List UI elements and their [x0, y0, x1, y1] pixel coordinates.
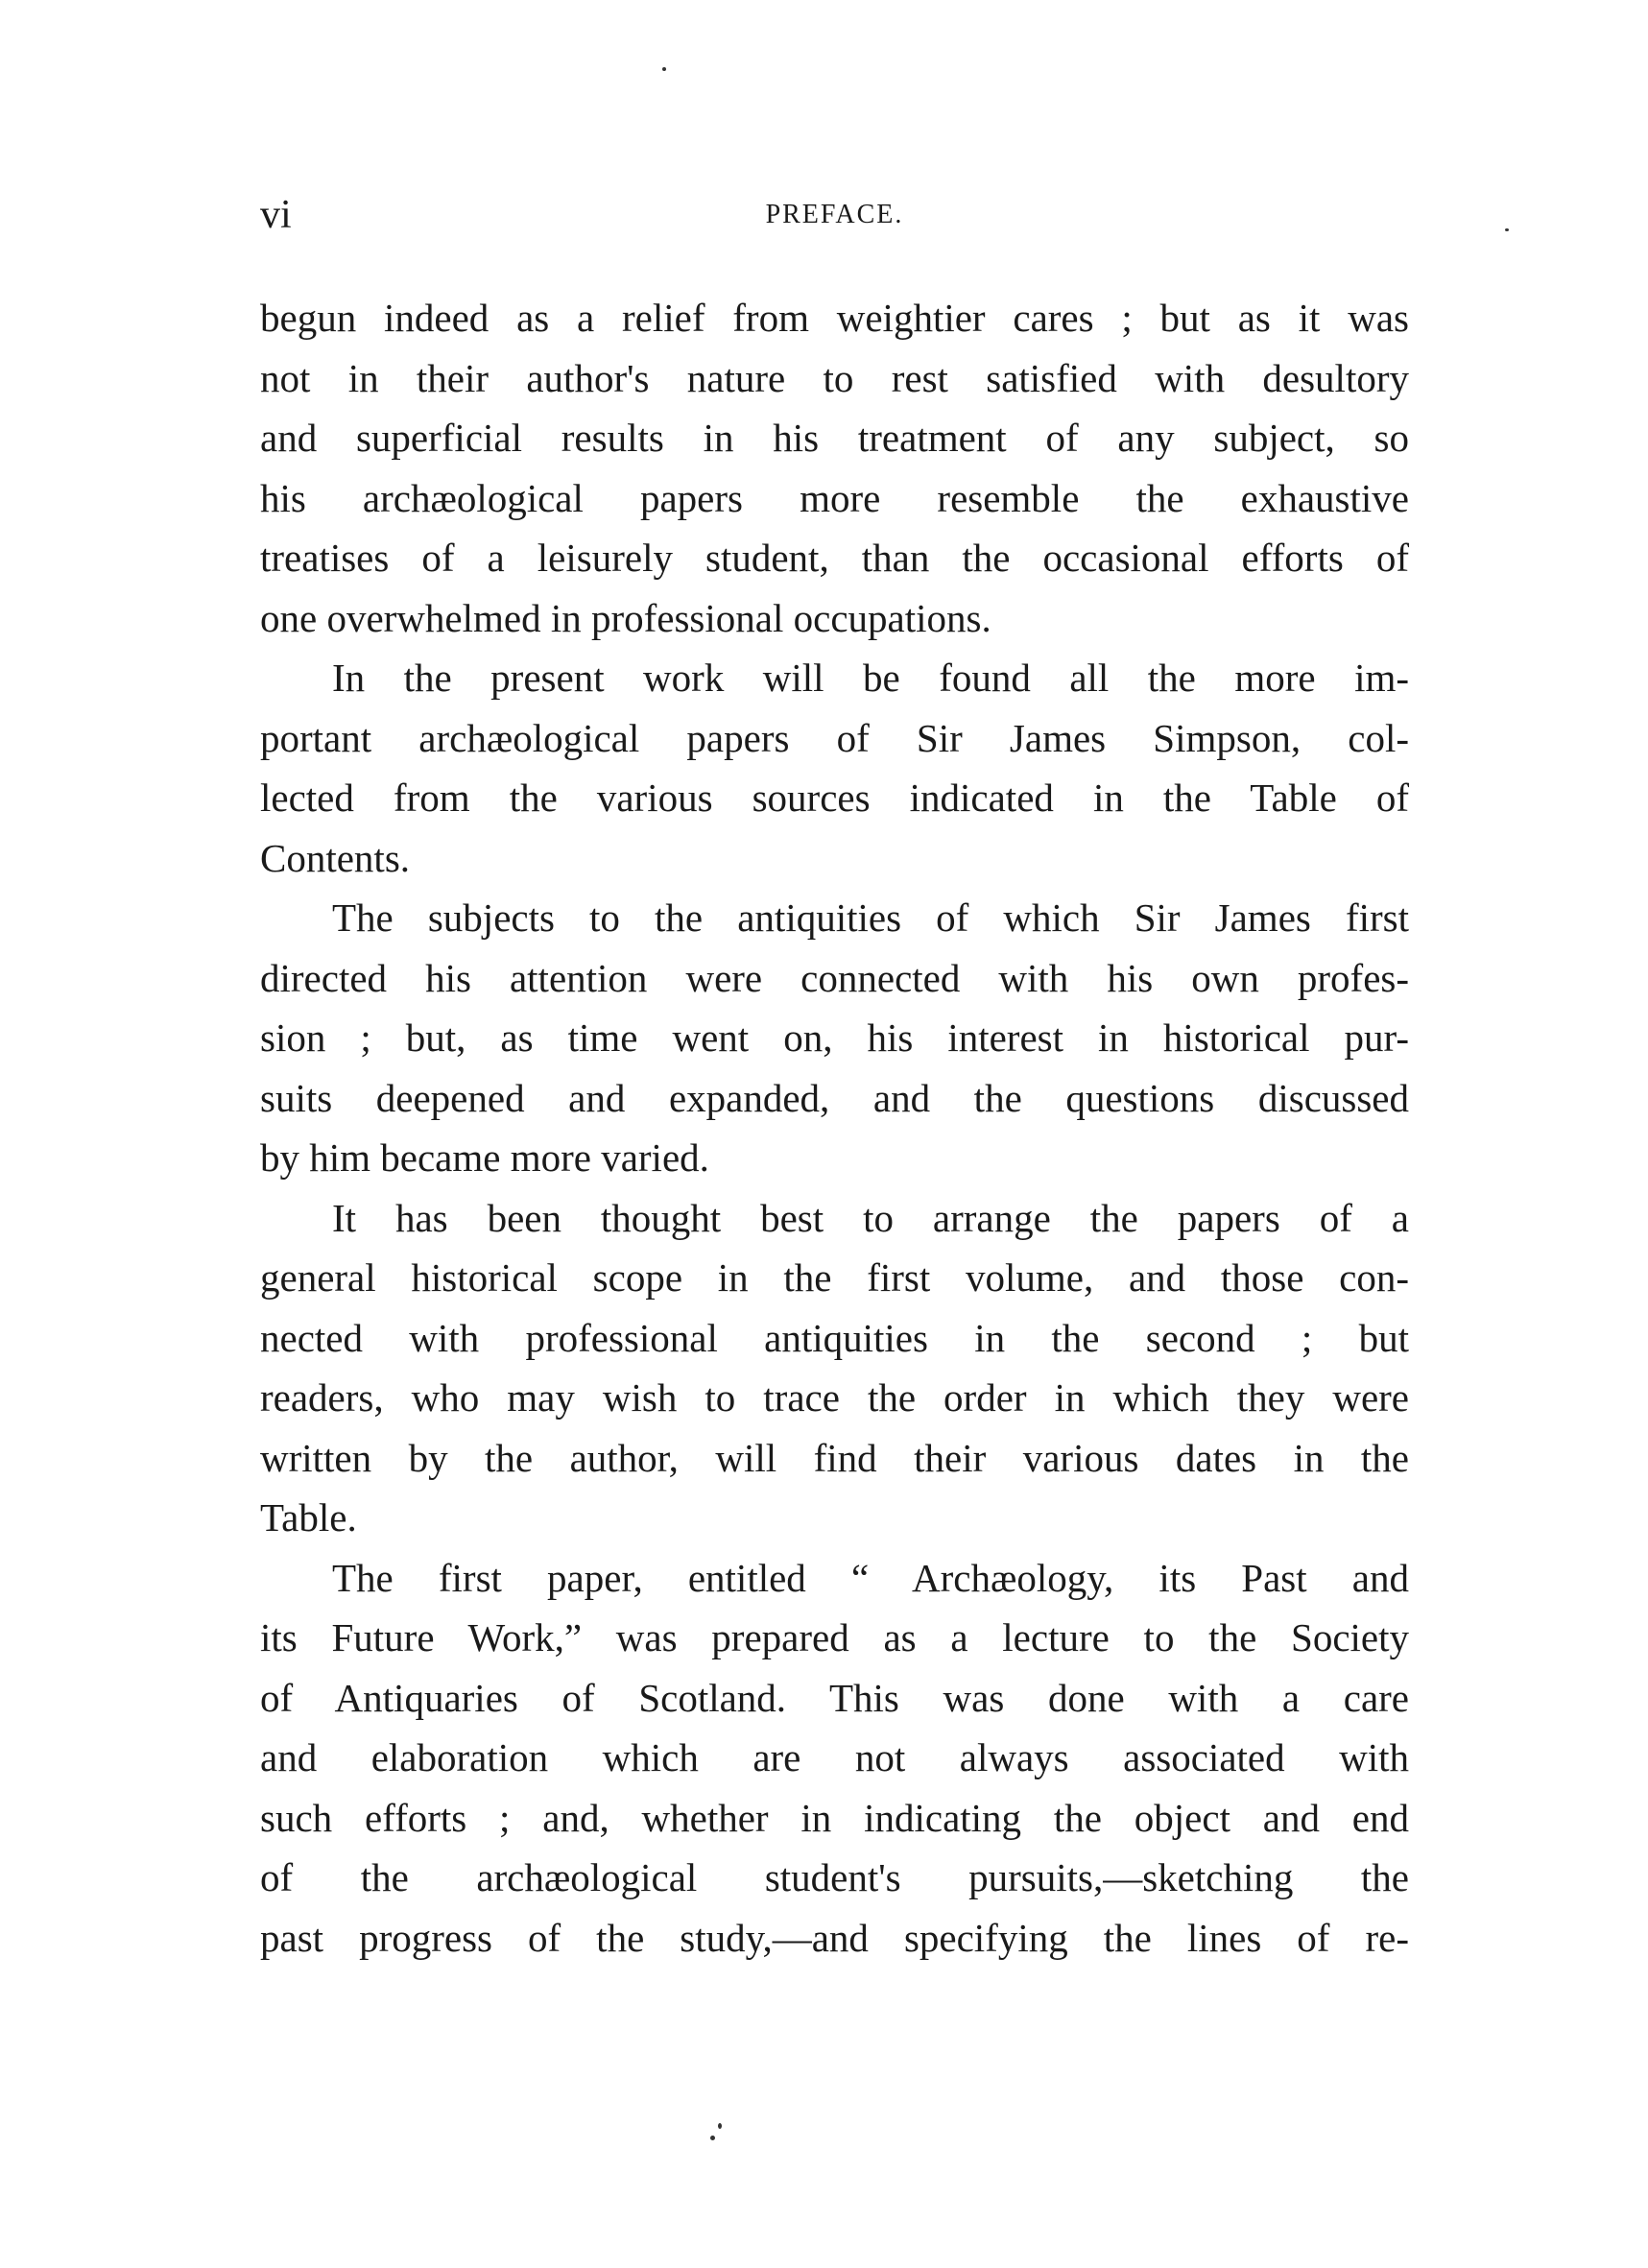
text-line: directed his attention were connected with his own profes-: [260, 955, 1409, 1000]
text-line: In the present work will be found all the more im-: [332, 656, 1409, 700]
page-number: vi: [260, 193, 292, 237]
text-line: not in their author's nature to rest satisfied with desultory: [260, 355, 1409, 400]
text-line: and elaboration which are not always associated with: [260, 1735, 1409, 1779]
body-text: [260, 288, 1409, 1968]
text-line: suits deepened and expanded, and the questions discussed: [260, 1075, 1409, 1120]
speck: [1505, 228, 1509, 231]
text-line: readers, who may wish to trace the order in which they were: [260, 1375, 1409, 1420]
text-line: It has been thought best to arrange the papers of a: [332, 1195, 1409, 1240]
text-line: such efforts ; and, whether in indicating the object and end: [260, 1795, 1409, 1840]
text-line: sion ; but, as time went on, his interest in historical pur-: [260, 1015, 1409, 1060]
text-line: past progress of the study,—and specifying the lines of re-: [260, 1915, 1409, 1960]
text-line: portant archæological papers of Sir James Simpson, col-: [260, 715, 1409, 760]
text-line: his archæological papers more resemble the exhaustive: [260, 475, 1409, 520]
text-line: begun indeed as a relief from weightier cares ; but as it was: [260, 296, 1409, 340]
speck: [662, 67, 666, 71]
text-line: written by the author, will find their various dates in the: [260, 1435, 1409, 1480]
text-line: lected from the various sources indicated in the Table of: [260, 776, 1409, 820]
text-line: The first paper, entitled “ Archæology, its Past and: [332, 1555, 1409, 1600]
text-line: of Antiquaries of Scotland. This was done with a care: [260, 1675, 1409, 1720]
text-line: nected with professional antiquities in the second ; but: [260, 1315, 1409, 1360]
text-line: its Future Work,” was prepared as a lecture to the Society: [260, 1615, 1409, 1659]
text-line: one overwhelmed in professional occupations.: [260, 595, 991, 640]
text-line: treatises of a leisurely student, than the occasional efforts of: [260, 536, 1409, 580]
speck: [710, 2136, 715, 2140]
text-line: Table.: [260, 1495, 357, 1540]
text-line: and superficial results in his treatment of any subject, so: [260, 416, 1409, 460]
text-line: of the archæological student's pursuits,—sketching the: [260, 1855, 1409, 1899]
text-line: by him became more varied.: [260, 1135, 709, 1180]
text-line: Contents.: [260, 835, 411, 880]
text-line: The subjects to the antiquities of which Sir James first: [332, 895, 1409, 940]
running-title: PREFACE.: [765, 200, 904, 229]
text-line: general historical scope in the first volume, and those con-: [260, 1255, 1409, 1300]
page-header: [260, 192, 1409, 240]
speck: [718, 2123, 722, 2129]
